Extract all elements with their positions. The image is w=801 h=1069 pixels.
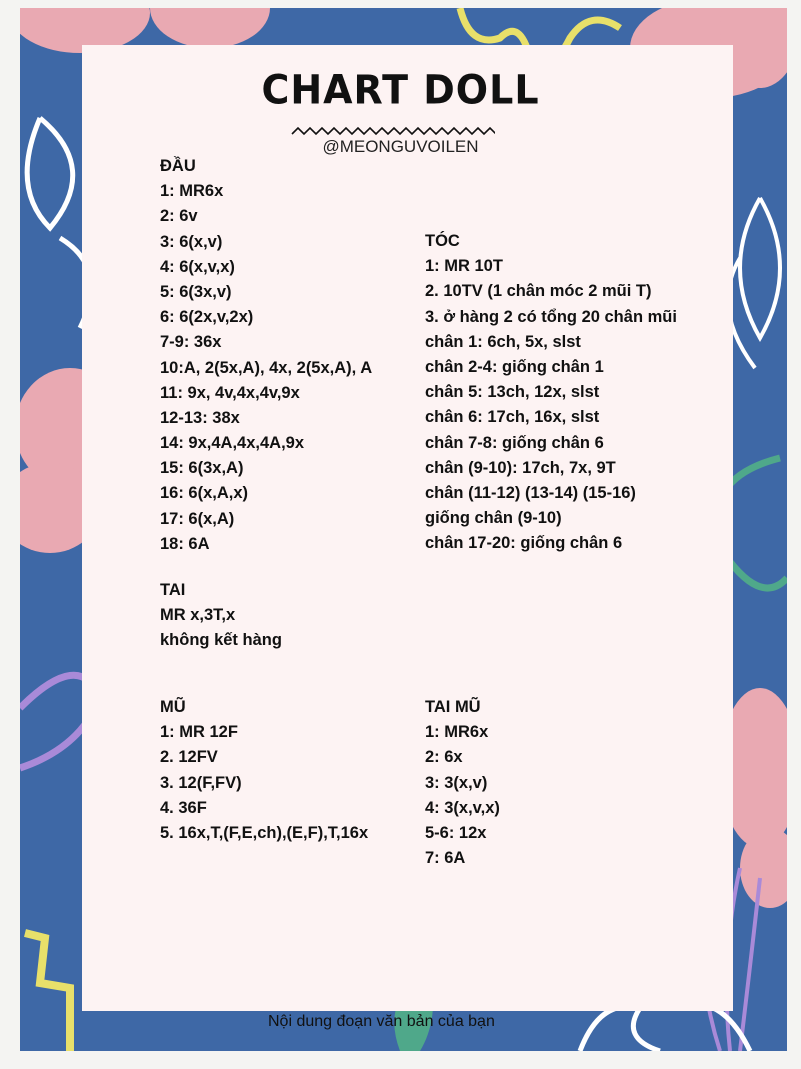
pattern-row: 12-13: 38x bbox=[160, 408, 240, 427]
section-mu bbox=[160, 695, 368, 846]
pattern-row: 4. 36F bbox=[160, 798, 207, 817]
white-leaf bbox=[728, 198, 780, 368]
pattern-row: 2: 6x bbox=[425, 748, 463, 767]
pattern-row: 1: MR6x bbox=[425, 723, 489, 742]
pattern-row: 2: 6v bbox=[160, 207, 198, 226]
section-tai-mu bbox=[425, 695, 500, 871]
pattern-row: 7-9: 36x bbox=[160, 333, 222, 352]
pattern-row: 17: 6(x,A) bbox=[160, 509, 235, 528]
footer-text: Nội dung đoạn văn bản của bạn bbox=[268, 1013, 495, 1030]
pattern-row: 10:A, 2(5x,A), 4x, 2(5x,A), A bbox=[160, 358, 373, 377]
pattern-row: chân 2-4: giống chân 1 bbox=[425, 357, 604, 376]
pattern-row: 5-6: 12x bbox=[425, 823, 487, 842]
section-toc bbox=[425, 229, 677, 556]
pattern-row: 18: 6A bbox=[160, 534, 210, 553]
pattern-row: chân 1: 6ch, 5x, slst bbox=[425, 332, 581, 351]
pattern-row: 1: MR 12F bbox=[160, 723, 238, 742]
pattern-row: 15: 6(3x,A) bbox=[160, 459, 244, 478]
section-heading: TAI MŨ bbox=[425, 698, 481, 716]
pattern-row: 4: 3(x,v,x) bbox=[425, 798, 500, 817]
pattern-row: 4: 6(x,v,x) bbox=[160, 257, 235, 276]
pattern-row: chân 6: 17ch, 16x, slst bbox=[425, 408, 600, 427]
pattern-row: 14: 9x,4A,4x,4A,9x bbox=[160, 434, 305, 453]
pattern-row: chân (11-12) (13-14) (15-16) bbox=[425, 483, 636, 502]
pattern-row: 1: MR 10T bbox=[425, 257, 503, 276]
pattern-row: 3: 6(x,v) bbox=[160, 232, 223, 251]
section-dau bbox=[160, 154, 372, 557]
pattern-row: 6: 6(2x,v,2x) bbox=[160, 308, 254, 327]
section-heading: TÓC bbox=[425, 232, 460, 250]
pattern-row: 2. 12FV bbox=[160, 748, 218, 767]
pattern-row: giống chân (9-10) bbox=[425, 509, 562, 528]
section-tai bbox=[160, 578, 282, 654]
page-title: CHART DOLL bbox=[261, 66, 540, 114]
pattern-row: chân 5: 13ch, 12x, slst bbox=[425, 383, 600, 402]
pattern-row: chân 17-20: giống chân 6 bbox=[425, 534, 623, 553]
pattern-row: 16: 6(x,A,x) bbox=[160, 484, 249, 503]
pattern-row: không kết hàng bbox=[160, 631, 282, 650]
section-heading: MŨ bbox=[160, 698, 186, 716]
pattern-row: 3: 3(x,v) bbox=[425, 773, 488, 792]
yellow-zigzag bbox=[25, 933, 70, 1051]
section-heading: ĐẦU bbox=[160, 157, 196, 175]
section-heading: TAI bbox=[160, 581, 186, 599]
pattern-row: MR x,3T,x bbox=[160, 606, 236, 625]
pattern-row: chân 7-8: giống chân 6 bbox=[425, 433, 604, 452]
author-handle: @MEONGUVOILEN bbox=[322, 137, 479, 156]
pattern-row: 3. ở hàng 2 có tổng 20 chân mũi bbox=[425, 307, 677, 326]
pink-petal bbox=[150, 8, 270, 48]
pattern-row: 2. 10TV (1 chân móc 2 mũi T) bbox=[425, 282, 652, 301]
pattern-row: 5: 6(3x,v) bbox=[160, 282, 232, 301]
pattern-row: 11: 9x, 4v,4x,4v,9x bbox=[160, 383, 300, 402]
pattern-row: chân (9-10): 17ch, 7x, 9T bbox=[425, 458, 616, 477]
pattern-row: 5. 16x,T,(F,E,ch),(E,F),T,16x bbox=[160, 823, 369, 842]
pattern-row: 1: MR6x bbox=[160, 182, 224, 201]
pattern-row: 3. 12(F,FV) bbox=[160, 773, 242, 792]
wave-divider bbox=[290, 126, 495, 136]
pattern-row: 7: 6A bbox=[425, 849, 466, 868]
